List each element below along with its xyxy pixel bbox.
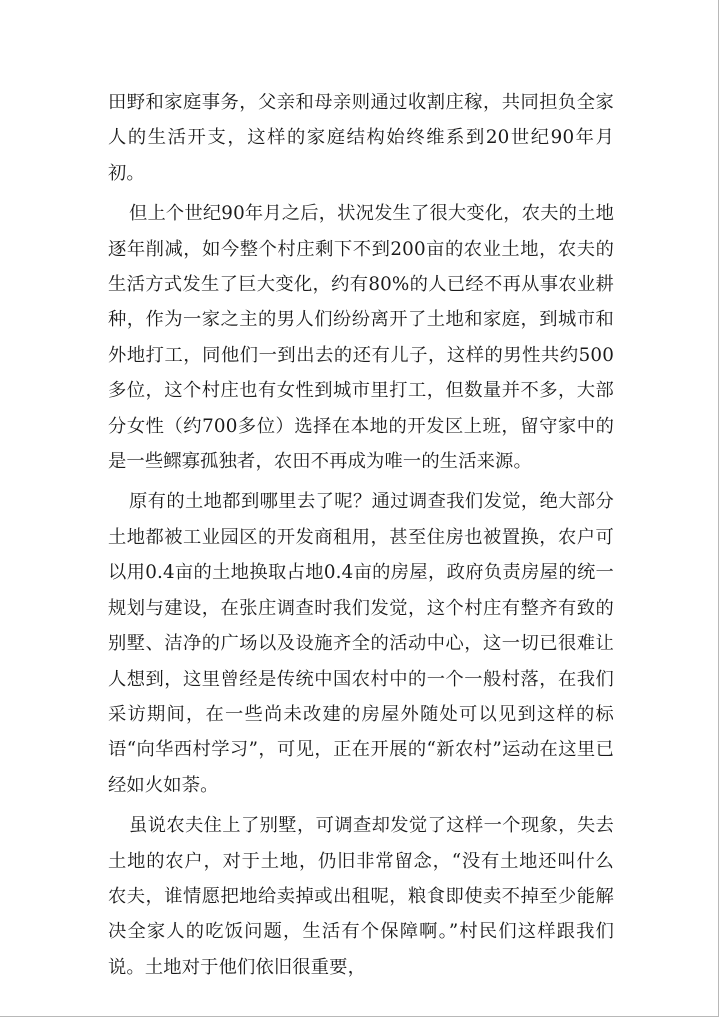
paragraph-1: 田野和家庭事务，父亲和母亲则通过收割庄稼，共同担负全家人的生活开支，这样的家庭结构始终维系到20世纪90年月初。 — [108, 92, 614, 184]
paragraph-2: 但上个世纪90年月之后，状况发生了很大变化，农夫的土地逐年削减，如今整个村庄剩下不到200亩的农业土地，农夫的生活方式发生了巨大变化，约有80%的人已经不再从事农业耕种，作为一家之主的男人们纷纷离开了土地和家庭，到城市和外地打工，同他们一到出去的还有儿子，这样的男性共约500多位，这个村庄也有女性到城市里打工，但数量并不多，大部分女性（约700多位）选择在本地的开发区上班，留守家中的是一些鳏寡孤独者，农田不再成为唯一的生活来源。 — [108, 203, 614, 473]
document-body — [108, 85, 614, 990]
paragraph-4: 虽说农夫住上了别墅，可调查却发觉了这样一个现象，失去土地的农户，对于土地，仍旧非常留念，“没有土地还叫什么农夫，谁情愿把地给卖掉或出租呢，粮食即使卖不掉至少能解决全家人的吃饭问题，生活有个保障啊。”村民们这样跟我们说。土地对于他们依旧很重要， — [108, 815, 614, 978]
paragraph-3: 原有的土地都到哪里去了呢？通过调查我们发觉，绝大部分土地都被工业园区的开发商租用，甚至住房也被置换，农户可以用0.4亩的土地换取占地0.4亩的房屋，政府负责房屋的统一规划与建设，在张庄调查时我们发觉，这个村庄有整齐有致的别墅、洁净的广场以及设施齐全的活动中心，这一切已很难让人想到，这里曾经是传统中国农村中的一个一般村落，在我们采访期间，在一些尚未改建的房屋外随处可以见到这样的标语“向华西村学习”，可见，正在开展的“新农村”运动在这里已经如火如荼。 — [108, 491, 614, 796]
